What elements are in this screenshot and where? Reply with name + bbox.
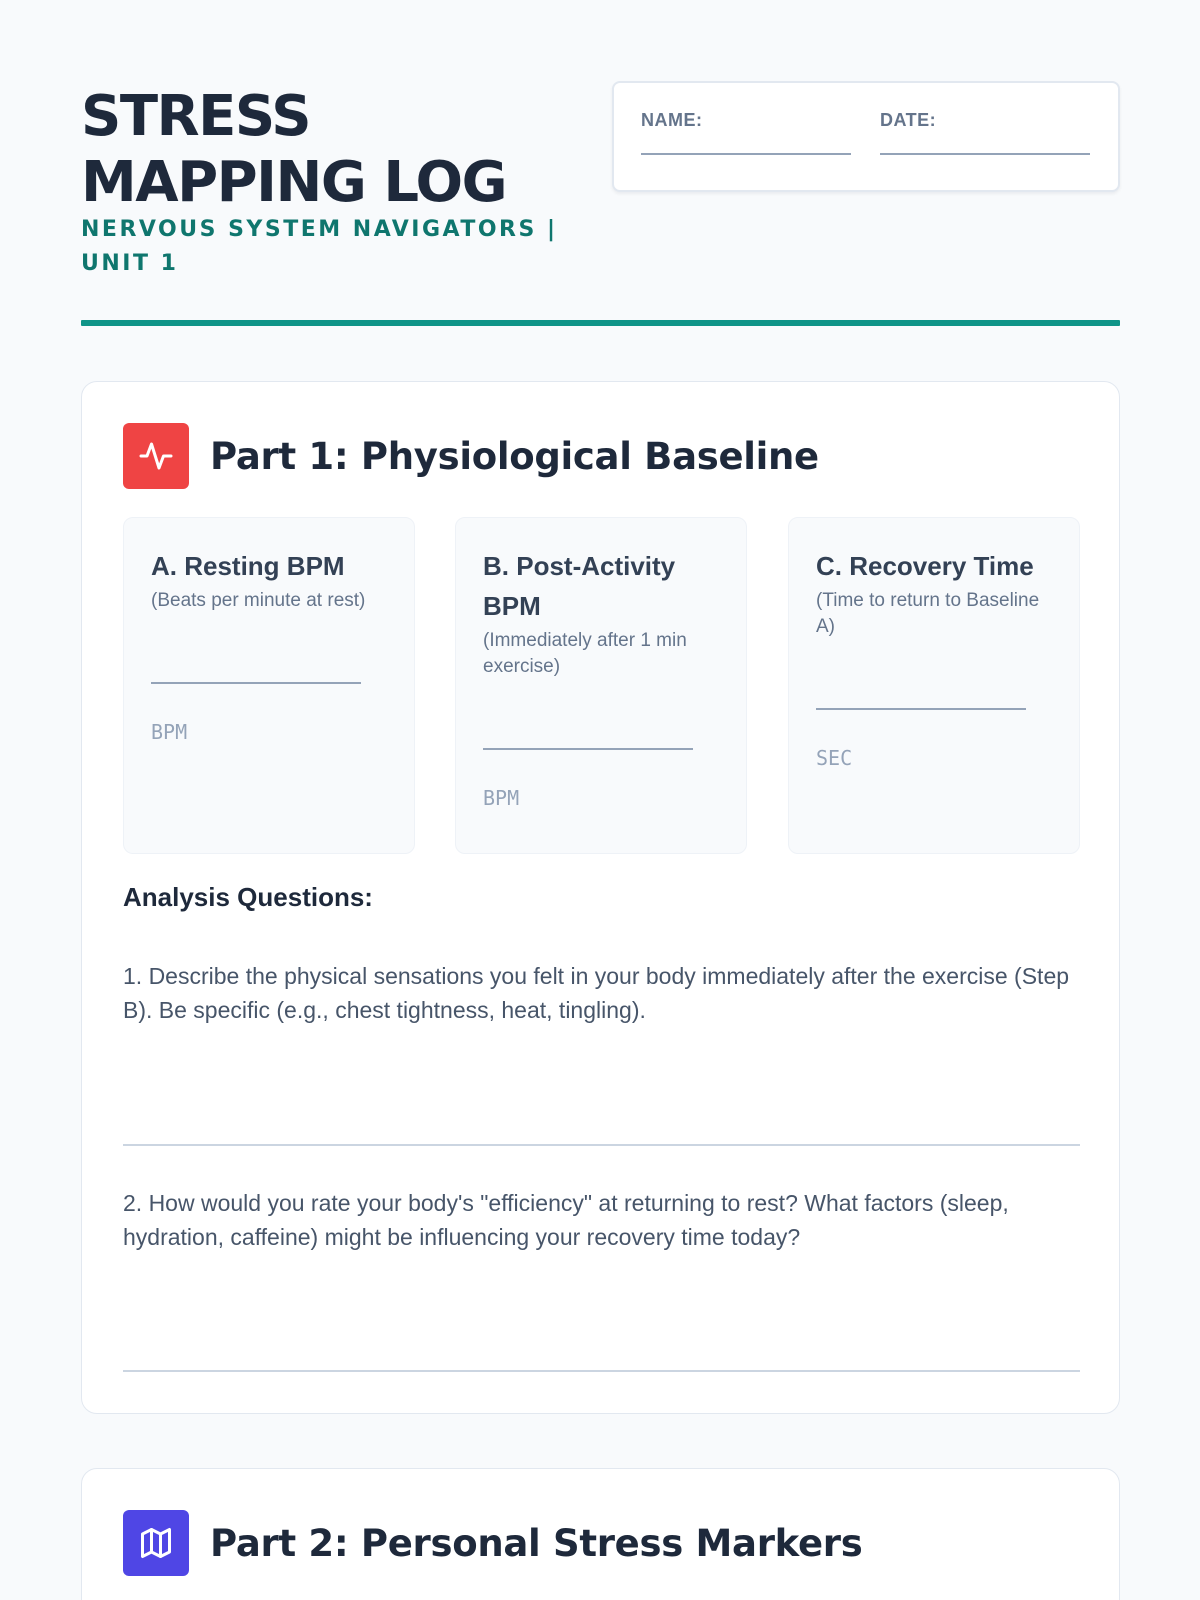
part1-header — [123, 423, 819, 489]
pulse-icon — [123, 423, 189, 489]
title-line-2: MAPPING LOG — [81, 150, 507, 215]
metric-write-line[interactable] — [151, 682, 361, 684]
name-label: NAME: — [641, 110, 703, 130]
metric-unit: BPM — [151, 720, 188, 744]
metric-recovery-time — [788, 517, 1080, 854]
name-write-line[interactable] — [641, 153, 851, 155]
map-icon — [123, 1510, 189, 1576]
metric-unit: SEC — [816, 746, 853, 770]
title-line-1: STRESS — [81, 84, 311, 149]
answer-line-1[interactable] — [123, 1144, 1080, 1146]
date-label: DATE: — [880, 110, 937, 130]
metric-unit: BPM — [483, 786, 520, 810]
analysis-heading: Analysis Questions: — [123, 882, 373, 912]
worksheet-page — [81, 0, 1120, 1565]
date-write-line[interactable] — [880, 153, 1090, 155]
metric-write-line[interactable] — [483, 748, 693, 750]
header-divider — [81, 320, 1120, 326]
page-subtitle: NERVOUS SYSTEM NAVIGATORS | UNIT 1 — [81, 217, 558, 276]
metric-write-line[interactable] — [816, 708, 1026, 710]
name-date-box — [612, 81, 1120, 192]
metric-title: C. Recovery Time — [816, 551, 1034, 581]
part1-title: Part 1: Physiological Baseline — [210, 434, 819, 478]
date-field[interactable] — [880, 110, 1092, 155]
metric-title: B. Post-Activity BPM — [483, 551, 676, 621]
page-title — [81, 84, 506, 216]
part2-card — [81, 1468, 1120, 1600]
part2-header — [123, 1510, 862, 1576]
metric-hint: (Immediately after 1 min exercise) — [483, 630, 687, 677]
metric-resting-bpm — [123, 517, 415, 854]
metric-post-activity-bpm — [455, 517, 747, 854]
metric-hint: (Time to return to Baseline A) — [816, 590, 1040, 637]
question-2: 2. How would you rate your body's "efficiency" at returning to rest? What factors (sleep, hydration, caffeine) might be influencing your recovery time today? — [123, 1190, 1009, 1250]
part1-card — [81, 381, 1120, 1414]
answer-line-2[interactable] — [123, 1370, 1080, 1372]
name-field[interactable] — [641, 110, 853, 155]
part2-title: Part 2: Personal Stress Markers — [210, 1521, 863, 1565]
question-1: 1. Describe the physical sensations you felt in your body immediately after the exercise (Step B). Be specific (e.g., chest tightness, heat, tingling). — [123, 963, 1070, 1023]
metric-hint: (Beats per minute at rest) — [151, 590, 366, 611]
metrics-grid — [123, 517, 1080, 854]
metric-title: A. Resting BPM — [151, 551, 345, 581]
worksheet-header — [81, 0, 1120, 330]
